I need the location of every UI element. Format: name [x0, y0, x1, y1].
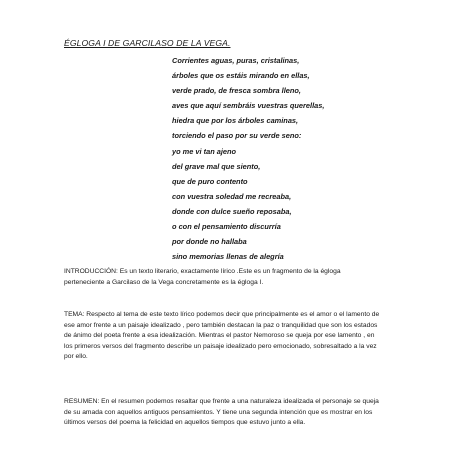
poem-line: que de puro contento — [172, 176, 248, 186]
poem-line: hiedra que por los árboles caminas, — [172, 116, 299, 126]
poem-line: sino memorias llenas de alegría — [172, 252, 284, 262]
poem-line: o con el pensamiento discurría — [172, 222, 281, 232]
poem-line: torciendo el paso por su verde seno: — [172, 131, 302, 141]
poem-stanza — [172, 55, 324, 266]
summary-paragraph: RESUMEN: En el resumen podemos resaltar que frente a una naturaleza idealizada el personaje se queja de su amada con aquellos antiguos pensamientos. Y tiene una segunda intención que es mostrar en los últimos versos del poema la felicidad en aquellos tiempos que estuvo junto a ella. — [64, 398, 379, 427]
poem-line: aves que aquí sembráis vuestras querellas, — [172, 101, 325, 111]
poem-line: por donde no hallaba — [172, 237, 247, 247]
poem-line: con vuestra soledad me recreaba, — [172, 191, 292, 201]
poem-line: verde prado, de fresca sombra lleno, — [172, 86, 301, 96]
document-title: ÉGLOGA I DE GARCILASO DE LA VEGA. — [64, 38, 231, 48]
poem-line: donde con dulce sueño reposaba, — [172, 206, 292, 216]
poem-line: yo me vi tan ajeno — [172, 146, 237, 156]
poem-line: árboles que os estáis mirando en ellas, — [172, 71, 310, 81]
theme-paragraph: TEMA: Respecto al tema de este texto lírico podemos decir que principalmente es el amor o el lamento de ese amor frente a un paisaje idealizado , pero también destacan la paz o tranquilidad que son los estados de ánimo del poeta frente a esa idealización. Mientras el pastor Nemoroso se queja por ese lamento , en los primeros versos del fragmento describe un paisaje idealizado pero emocionado, sobresaltado a la vez por ello. — [64, 311, 380, 361]
poem-line: Corrientes aguas, puras, cristalinas, — [172, 56, 300, 65]
introduction-paragraph: INTRODUCCIÓN: Es un texto literario, exactamente lírico .Este es un fragmento de la égloga perteneciente a Garcilaso de la Vega concretamente es la égloga I. — [64, 268, 341, 286]
poem-line: del grave mal que siento, — [172, 161, 261, 171]
